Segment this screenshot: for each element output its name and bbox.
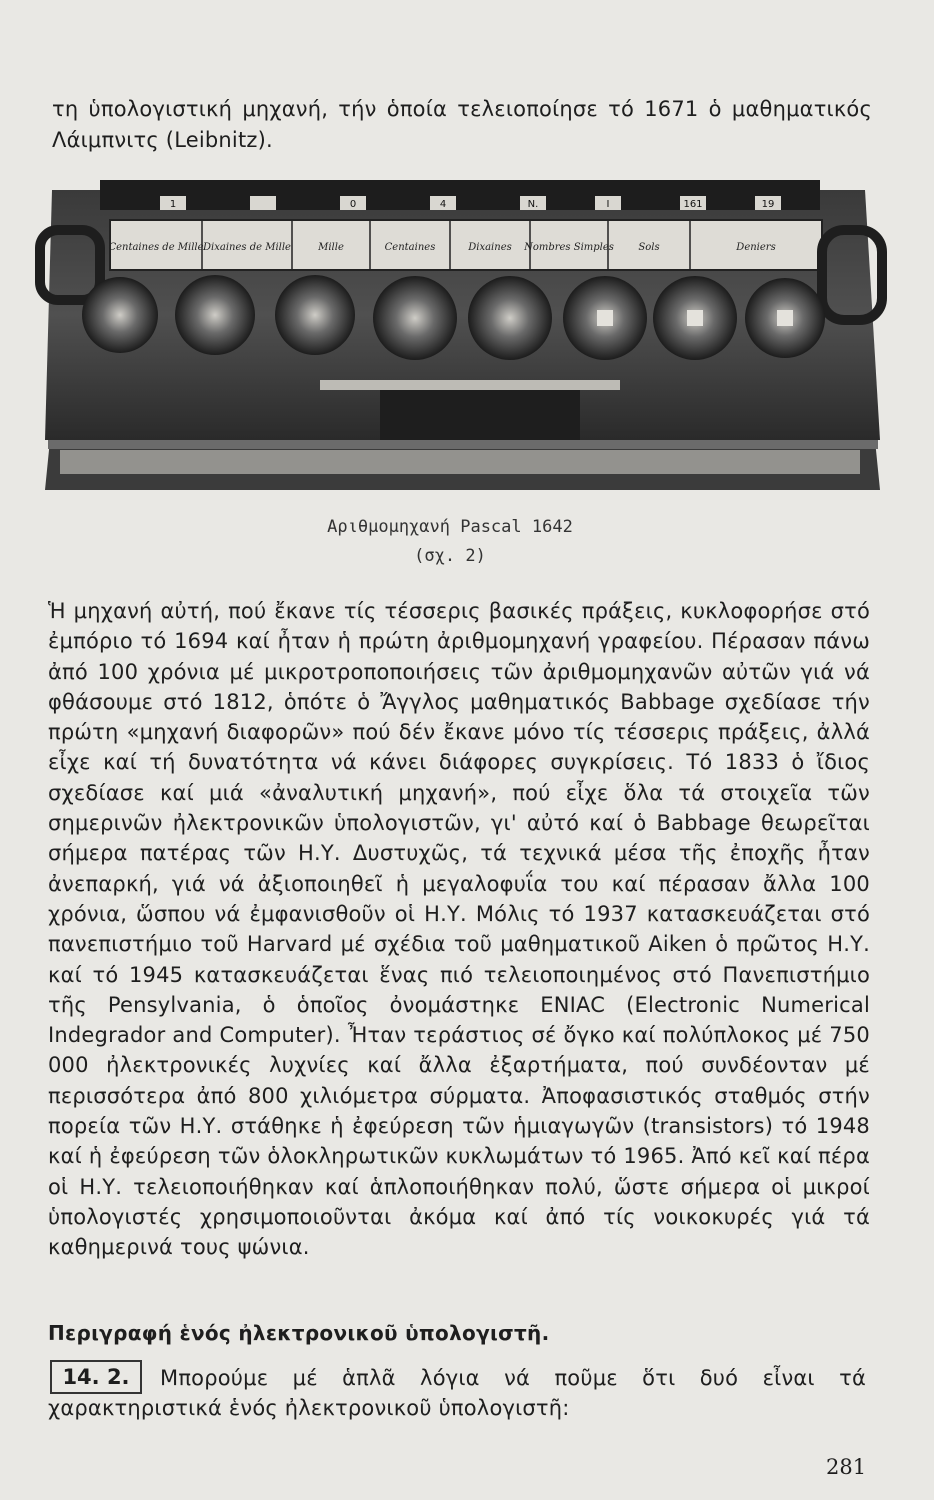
section-heading: Περιγραφή ἑνός ἠλεκτρονικοῦ ὑπολογιστῆ. (48, 1321, 550, 1345)
calculator-digit: 1 (169, 199, 177, 210)
intro-paragraph: τη ὑπολογιστική μηχανή, τήν ὁποία τελειοποίησε τό 1671 ὁ μαθηματικός Λάιμπνιτς (Leibnitz). (52, 97, 872, 152)
calculator-label: Centaines de Mille (108, 242, 204, 253)
calculator-label: Dixaines de Mille (203, 242, 291, 253)
history-paragraph: Ἡ μηχανή αὐτή, πού ἔκανε τίς τέσσερις βασικές πράξεις, κυκλοφορήσε στό ἐμπόριο τό 1694 καί ἦταν ἡ πρώτη ἀριθμομηχανή γραφείου. Πέρασαν πάνω ἀπό 100 χρόνια μέ μικροτροποποιήσεις τῶν ἀριθμομηχανῶν αὐτῶν γιά νά φθάσουμε στό 1812, ὁπότε ὁ Ἄγγλος μαθηματικός Babbage σχεδίασε τήν πρώτη «μηχανή διαφορῶν» πού δέν ἔκανε μόνο τίς τέσσερις πράξεις, ἀλλά εἶχε καί τή δυνατότητα νά κάνει διάφορες συγκρίσεις. Τό 1833 ὁ ἴδιος σχεδίασε καί μιά «ἀναλυτική μηχανή», πού εἶχε ὅλα τά στοιχεῖα τῶν σημερινῶν ἠλεκτρονικῶν ὑπολογιστῶν, γι' αὐτό καί ὁ Babbage θεωρεῖται σήμερα πατέρας τῶν Η.Υ. Δυστυχῶς, τά τεχνικά μέσα τῆς ἐποχῆς ἦταν ἀνεπαρκή, γιά νά ἀξιοποιηθεῖ ἡ μεγαλοφυΐα του καί πέρασαν ἄλλα 100 χρόνια, ὥσπου νά ἐμφανισθοῦν οἱ Η.Υ. Μόλις τό 1937 κατασκευάζεται στό πανεπιστήμιο τοῦ Harvard μέ σχέδια τοῦ μαθηματικοῦ Aiken ὁ πρῶτος Η.Υ. καί τό 1945 κατασκευάζεται ἕνας πιό τελειοποιημένος στό Πανεπιστήμιο τῆς Pensylvania, ὁ ὁποῖος ὀνομάστηκε ENIAC (Electronic Numerical Indegrador and Computer). Ἦταν τεράστιος σέ ὄγκο καί πολύπλοκος μέ 750 000 ἠλεκτρονικές λυχνίες καί ἄλλα ἐξαρτήματα, πού συνδέονταν μέ περισσότερα ἀπό 800 χιλιόμετρα σύρματα. Ἀποφασιστικός σταθμός στήν πορεία τῶν Η.Υ. στάθηκε ἡ ἐφεύρεση τῶν ἡμιαγωγῶν (transistors) τό 1948 καί ἡ ἐφεύρεση τῶν ὁλοκληρωτικῶν κυκλωμάτων τό 1965. Ἀπό κεῖ καί πέρα οἱ Η.Υ. τελειοποιήθηκαν καί ἁπλοποιήθηκαν πολύ, ὥστε σήμερα οἱ μικροί ὑπολογιστές χρησιμοποιοῦνται ἀκόμα καί ἀπό τίς νοικοκυρές γιά τά καθημερινά τους ψώνια. (48, 599, 870, 1260)
calculator-digit: N. (527, 199, 539, 210)
calculator-label: Sols (638, 242, 660, 253)
calculator-digit: 4 (439, 199, 447, 210)
calculator-label: Nombres Simples (524, 242, 614, 253)
section-number-box: 14. 2. (50, 1360, 142, 1394)
calculator-digit: 161 (683, 199, 703, 210)
calculator-digit: 19 (761, 199, 775, 210)
calculator-digit: I (606, 199, 610, 210)
calculator-label: Deniers (736, 242, 776, 253)
figure-caption-title: Αριθμομηχανή Pascal 1642 (327, 517, 573, 537)
calculator-digit: 0 (349, 199, 357, 210)
section-paragraph: Μπορούμε μέ ἁπλᾶ λόγια νά ποῦμε ὅτι δυό εἶναι τά χαρακτηριστικά ἑνός ἠλεκτρονικοῦ ὑπολογιστῆ: (48, 1366, 866, 1420)
calculator-label: Dixaines (468, 242, 512, 253)
page-number: 281 (826, 1455, 867, 1479)
figure-caption-reference: (σχ. 2) (414, 546, 486, 566)
calculator-label: Centaines (384, 242, 436, 253)
pascal-calculator-photo (30, 150, 890, 520)
calculator-label: Mille (318, 242, 344, 253)
